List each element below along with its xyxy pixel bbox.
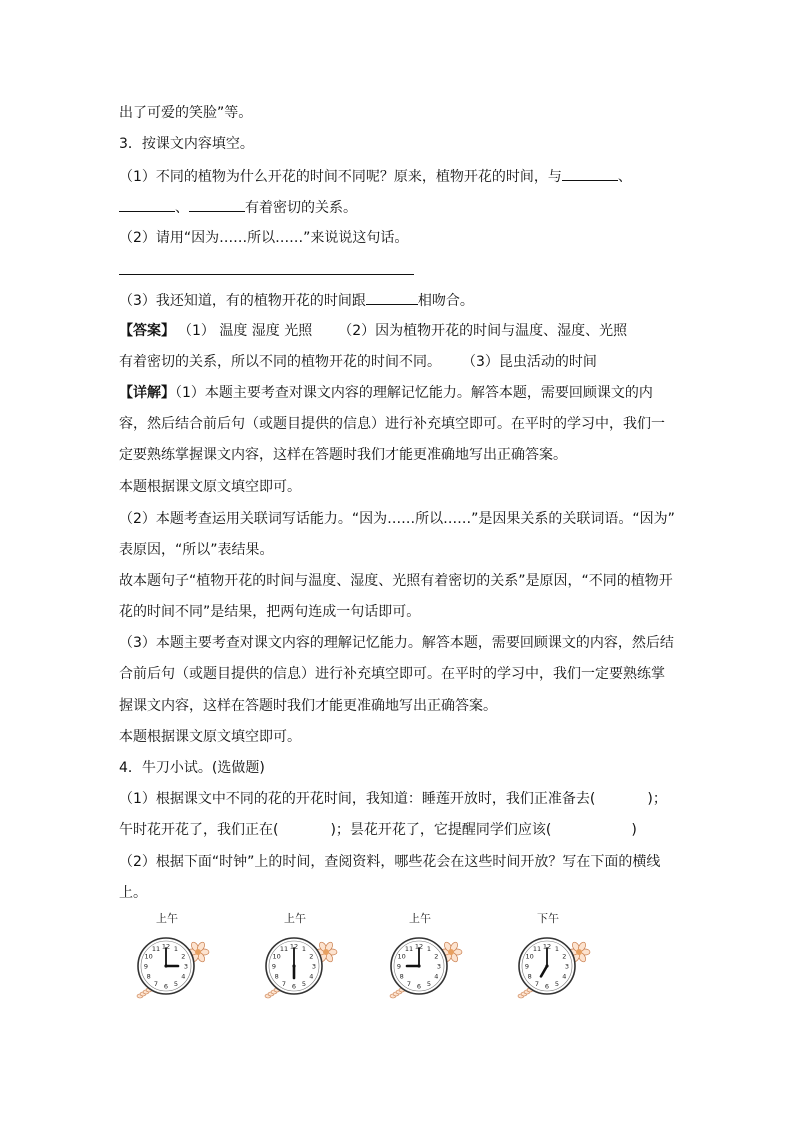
question-3-1: （1）不同的植物为什么开花的时间不同呢？原来，植物开花的时间，与 、 xyxy=(119,166,632,187)
clock-numeral: 10 xyxy=(272,952,281,961)
clock-numeral: 5 xyxy=(426,979,432,988)
detail-1a: 【详解】（1）本题主要考查对课文内容的理解记忆能力。解答本题，需要回顾课文的内 xyxy=(119,385,653,401)
clock-numeral: 9 xyxy=(524,962,530,971)
clock-pivot xyxy=(164,964,167,967)
clock-3: 上午 1 2 3 4 5 6 7 8 9 10 11 12 xyxy=(385,910,475,1010)
flower-center-icon xyxy=(323,949,329,955)
question-3-title: 3．按课文内容填空。 xyxy=(119,136,254,152)
detail-2a: （2）本题考查运用关联词写话能力。“因为……所以……”是因果关系的关联词语。“因为” xyxy=(119,511,675,527)
clock-numeral: 12 xyxy=(289,942,299,951)
clock-numeral: 10 xyxy=(525,952,534,961)
answer-line-1: 【答案】 （1） 温度 湿度 光照 （2）因为植物开花的时间与温度、湿度、光照 xyxy=(119,323,628,339)
detail-1c: 定要熟练掌握课文内容，这样在答题时我们才能更准确地写出正确答案。 xyxy=(119,447,567,463)
clock-numeral: 7 xyxy=(153,979,159,988)
flower-center-icon xyxy=(576,949,582,955)
clock-numeral: 6 xyxy=(291,982,297,991)
clock-numeral: 11 xyxy=(404,945,414,954)
clock-pivot xyxy=(292,964,295,967)
flower-center-icon xyxy=(195,949,201,955)
clock-numeral: 6 xyxy=(416,982,422,991)
clock-numeral: 1 xyxy=(301,945,307,954)
question-4-1a: （1）根据课文中不同的花的开花时间，我知道：睡莲开放时，我们正准备去( )； xyxy=(119,791,667,807)
text-line: 出了可爱的笑脸”等。 xyxy=(119,105,253,121)
blank-2[interactable] xyxy=(119,197,175,212)
clock-4: 下午 1 2 3 4 5 6 7 8 9 10 11 12 xyxy=(513,910,603,1010)
clock-face xyxy=(132,926,212,1006)
clock-numeral: 10 xyxy=(397,952,406,961)
detail-2c: 故本题句子“植物开花的时间与温度、湿度、光照有着密切的关系”是原因，“不同的植物开 xyxy=(119,573,673,589)
question-3-3: （3）我还知道，有的植物开花的时间跟 相吻合。 xyxy=(119,290,474,311)
clock-numeral: 1 xyxy=(426,945,432,954)
clock-2: 上午 1 2 3 4 5 6 7 8 9 10 11 12 xyxy=(260,910,350,1010)
clock-numeral: 4 xyxy=(181,972,186,981)
detail-2b: 表原因，“所以”表结果。 xyxy=(119,542,274,558)
clock-numeral: 5 xyxy=(301,979,307,988)
clock-numeral: 6 xyxy=(544,982,550,991)
blank-3[interactable] xyxy=(189,197,245,212)
clock-pivot xyxy=(417,964,420,967)
clock-numeral: 2 xyxy=(562,952,567,961)
clock-pivot xyxy=(545,964,548,967)
clock-numeral: 9 xyxy=(271,962,277,971)
question-4-title: 4．牛刀小试。(选做题) xyxy=(119,760,265,776)
flower-center-icon xyxy=(448,949,454,955)
blank-1[interactable] xyxy=(562,166,618,181)
clock-numeral: 12 xyxy=(414,942,424,951)
answer-line-2: 有着密切的关系，所以不同的植物开花的时间不同。 （3）昆虫活动的时间 xyxy=(119,354,597,370)
clock-numeral: 1 xyxy=(554,945,560,954)
clock-1: 上午 1 2 3 4 5 6 7 8 9 10 11 12 xyxy=(132,910,222,1010)
clock-face xyxy=(260,926,340,1006)
clock-numeral: 7 xyxy=(534,979,540,988)
detail-3d: 本题根据课文原文填空即可。 xyxy=(119,729,301,745)
clock-numeral: 4 xyxy=(309,972,314,981)
clock-numeral: 3 xyxy=(436,962,442,971)
detail-3b: 合前后句（或题目提供的信息）进行补充填空即可。在平时的学习中，我们一定要熟练掌 xyxy=(119,666,665,682)
clock-numeral: 7 xyxy=(281,979,287,988)
question-4-2b: 上。 xyxy=(119,885,147,901)
clock-numeral: 3 xyxy=(564,962,570,971)
clock-numeral: 2 xyxy=(434,952,439,961)
clock-numeral: 12 xyxy=(542,942,552,951)
question-3-1-cont: 、 有着密切的关系。 xyxy=(119,197,357,218)
clock-numeral: 8 xyxy=(399,972,404,981)
clock-numeral: 10 xyxy=(144,952,153,961)
clock-numeral: 11 xyxy=(151,945,161,954)
clock-numeral: 4 xyxy=(562,972,567,981)
clock-numeral: 9 xyxy=(396,962,402,971)
question-4-1b: 午时花开花了，我们正在( )；昙花开花了，它提醒同学们应该( ) xyxy=(119,822,637,838)
question-3-2: （2）请用“因为……所以……”来说说这句话。 xyxy=(119,230,409,246)
question-4-2a: （2）根据下面“时钟”上的时间，查阅资料，哪些花会在这些时间开放？写在下面的横线 xyxy=(119,854,661,870)
clock-numeral: 8 xyxy=(527,972,532,981)
clock-numeral: 8 xyxy=(274,972,279,981)
detail-1b: 容，然后结合前后句（或题目提供的信息）进行补充填空即可。在平时的学习中，我们一 xyxy=(119,416,665,432)
clock-numeral: 4 xyxy=(434,972,439,981)
clock-numeral: 9 xyxy=(143,962,149,971)
clock-numeral: 7 xyxy=(406,979,412,988)
clock-numeral: 2 xyxy=(181,952,186,961)
clock-face xyxy=(513,926,593,1006)
clock-numeral: 2 xyxy=(309,952,314,961)
clock-numeral: 1 xyxy=(173,945,179,954)
clock-numeral: 5 xyxy=(173,979,179,988)
blank-4[interactable] xyxy=(366,290,418,305)
clock-numeral: 8 xyxy=(146,972,151,981)
clock-numeral: 6 xyxy=(163,982,169,991)
clock-numeral: 5 xyxy=(554,979,560,988)
detail-2d: 花的时间不同”是结果，把两句连成一句话即可。 xyxy=(119,604,421,620)
clock-numeral: 3 xyxy=(311,962,317,971)
clock-numeral: 11 xyxy=(279,945,289,954)
clock-numeral: 11 xyxy=(532,945,542,954)
clock-numeral: 12 xyxy=(161,942,171,951)
clock-numeral: 3 xyxy=(183,962,189,971)
detail-3c: 握课文内容，这样在答题时我们才能更准确地写出正确答案。 xyxy=(119,698,497,714)
clock-face xyxy=(385,926,465,1006)
answer-line[interactable] xyxy=(119,274,414,275)
detail-3a: （3）本题主要考查对课文内容的理解记忆能力。解答本题，需要回顾课文的内容，然后结 xyxy=(119,635,674,651)
detail-1d: 本题根据课文原文填空即可。 xyxy=(119,479,301,495)
